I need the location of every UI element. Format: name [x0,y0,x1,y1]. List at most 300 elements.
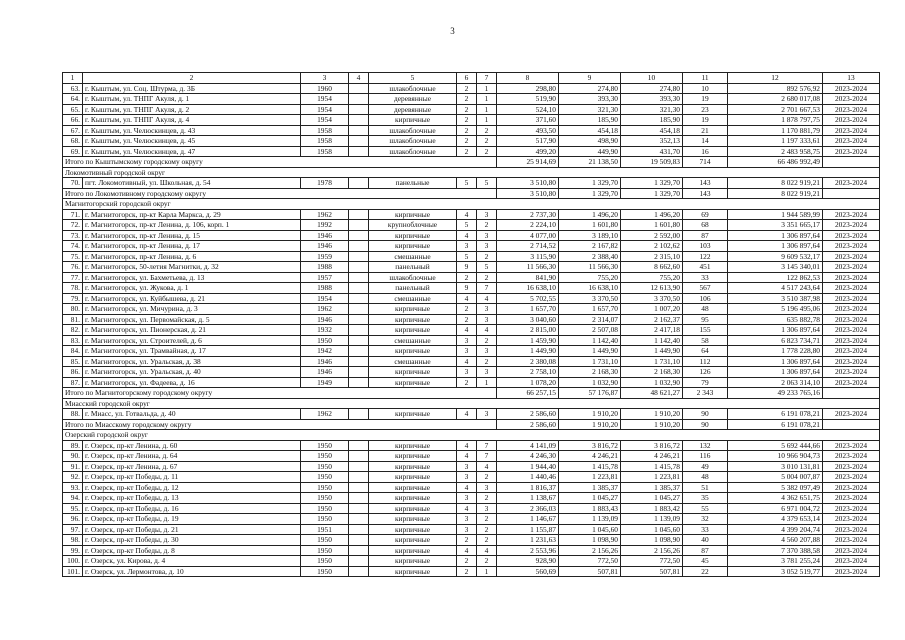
table-cell: 2023-2024 [823,346,880,357]
table-row [63,440,880,451]
table-cell: 2 [457,146,477,157]
table-cell: 98. [63,535,83,546]
section-row [63,398,880,409]
table-cell [349,136,369,147]
table-cell: деревянные [369,94,457,105]
table-cell: 155 [683,325,728,336]
table-cell: 2 [457,377,477,388]
table-cell: 88. [63,409,83,420]
section-title: Магнитогорский городской округ [63,199,880,210]
table-cell: 5 [457,220,477,231]
table-cell: 90 [683,409,728,420]
table-cell: 87 [683,230,728,241]
table-cell: панельные [369,178,457,189]
table-cell: 1 449,90 [559,346,621,357]
table-cell: 126 [683,367,728,378]
table-cell: 89. [63,440,83,451]
table-cell: шлакоблочные [369,83,457,94]
table-cell: 5 004 007,87 [728,472,823,483]
table-cell: 2 314,07 [559,314,621,325]
table-cell: 45 [683,556,728,567]
table-cell: 2 [477,146,497,157]
table-row [63,451,880,462]
table-cell: 3 [457,335,477,346]
table-cell: 449,90 [559,146,621,157]
table-cell: 10 [683,83,728,94]
table-row [63,125,880,136]
table-cell: 2023-2024 [823,409,880,420]
table-cell: 2 586,60 [497,419,559,430]
table-cell [349,545,369,556]
table-row [63,220,880,231]
table-cell: 1 [477,104,497,115]
column-number: 1 [63,73,83,84]
table-cell: 1 197 333,61 [728,136,823,147]
table-cell: 2 380,08 [497,356,559,367]
table-cell: 2023-2024 [823,472,880,483]
table-cell: 1 [477,115,497,126]
table-cell: 1 440,46 [497,472,559,483]
table-cell: 1 731,10 [621,356,683,367]
table-cell: кирпичные [369,440,457,451]
total-label: Итого по Кыштымскому городскому округу [63,157,497,168]
column-number: 10 [621,73,683,84]
table-cell: 493,50 [497,125,559,136]
table-cell: 3 040,60 [497,314,559,325]
table-cell: 3 [457,493,477,504]
table-cell: 3 [477,367,497,378]
table-cell: 2023-2024 [823,104,880,115]
table-cell: 8 662,60 [621,262,683,273]
table-cell: 4 [457,356,477,367]
table-cell: 1946 [301,367,349,378]
table-row [63,115,880,126]
table-cell: 1 306 897,64 [728,367,823,378]
table-row [63,482,880,493]
table-cell: 1 139,09 [621,514,683,525]
table-cell: 8 022 919,21 [728,188,823,199]
table-cell: смешанные [369,356,457,367]
table-cell: 5 692 444,66 [728,440,823,451]
table-row [63,230,880,241]
table-cell: 2 168,30 [559,367,621,378]
table-cell: кирпичные [369,482,457,493]
table-cell [349,230,369,241]
table-cell: 85. [63,356,83,367]
table-cell: 2 063 314,10 [728,377,823,388]
table-row [63,377,880,388]
table-cell: 2 [457,535,477,546]
table-cell [349,346,369,357]
table-row [63,272,880,283]
table-cell: 3 370,50 [559,293,621,304]
table-cell [349,94,369,105]
table-row [63,325,880,336]
table-cell: 2 [457,83,477,94]
table-row [63,493,880,504]
table-cell: 1 045,27 [559,493,621,504]
table-cell: 4 [457,409,477,420]
table-cell: 3 510 387,98 [728,293,823,304]
table-cell: 3 816,72 [621,440,683,451]
table-cell: 2023-2024 [823,94,880,105]
table-cell: 1 170 881,79 [728,125,823,136]
table-cell: 3 [457,524,477,535]
table-cell: 3 189,10 [559,230,621,241]
table-cell: 1 778 228,80 [728,346,823,357]
table-cell: 5 382 097,49 [728,482,823,493]
table-cell [823,188,880,199]
table-row [63,409,880,420]
table-cell: 2023-2024 [823,251,880,262]
table-cell: 1950 [301,335,349,346]
table-cell: 1958 [301,146,349,157]
table-cell: 3 [457,514,477,525]
table-cell: 1 816,37 [497,482,559,493]
table-row [63,178,880,189]
total-row [63,157,880,168]
table-cell [349,146,369,157]
table-cell: 63. [63,83,83,94]
table-cell: 560,69 [497,566,559,577]
table-cell: 499,20 [497,146,559,157]
table-cell: 2023-2024 [823,356,880,367]
table-cell: 4 246,21 [621,451,683,462]
table-cell [349,482,369,493]
table-cell: смешанные [369,251,457,262]
table-cell: 1946 [301,314,349,325]
table-cell: 65. [63,104,83,115]
table-cell: кирпичные [369,451,457,462]
column-number: 7 [477,73,497,84]
column-number: 9 [559,73,621,84]
table-cell: 10 966 904,73 [728,451,823,462]
table-cell: 519,90 [497,94,559,105]
table-cell: 77. [63,272,83,283]
table-cell: 2 [457,94,477,105]
table-cell: 1 415,78 [559,461,621,472]
table-cell: 3 781 255,24 [728,556,823,567]
table-cell: 393,30 [621,94,683,105]
table-cell: 1 306 897,64 [728,230,823,241]
table-cell: 87. [63,377,83,388]
table-cell: 1942 [301,346,349,357]
table-cell: 2023-2024 [823,493,880,504]
table-cell: кирпичные [369,566,457,577]
table-cell: 5 702,55 [497,293,559,304]
table-cell: 2 162,37 [621,314,683,325]
table-cell: 81. [63,314,83,325]
table-cell: 112 [683,356,728,367]
table-cell: 1 155,87 [497,524,559,535]
table-cell: 64 [683,346,728,357]
table-cell: 1959 [301,251,349,262]
table-cell: 3 [477,314,497,325]
table-cell: 1 007,20 [621,304,683,315]
table-cell: 4 246,21 [559,451,621,462]
table-cell: 57 176,87 [559,388,621,399]
column-number: 2 [83,73,301,84]
table-cell: 16 [683,146,728,157]
table-cell: 1 657,70 [497,304,559,315]
table-cell: 2 [477,220,497,231]
table-cell: 2 [457,104,477,115]
table-cell: 3 [457,241,477,252]
table-cell: 1946 [301,356,349,367]
table-cell: 3 370,50 [621,293,683,304]
table-cell [823,157,880,168]
table-cell: 1962 [301,409,349,420]
table-cell: 79 [683,377,728,388]
table-cell [823,388,880,399]
table-cell: г. Магнитогорск, ул. Куйбышева, д. 21 [83,293,301,304]
table-cell: г. Озерск, пр-кт Победы, д. 19 [83,514,301,525]
table-cell: 19 [683,115,728,126]
table-cell: 524,10 [497,104,559,115]
table-cell: 2023-2024 [823,115,880,126]
table-cell: 1950 [301,503,349,514]
table-cell: 352,13 [621,136,683,147]
table-cell [349,178,369,189]
table-cell: 454,18 [559,125,621,136]
table-cell: 25 914,69 [497,157,559,168]
section-row [63,430,880,441]
table-cell: 1946 [301,230,349,241]
table-row [63,503,880,514]
table-cell: г. Магнитогорск, пр-кт Ленина, д. 17 [83,241,301,252]
table-cell: 2 388,40 [559,251,621,262]
table-cell: 5 [477,262,497,273]
table-cell: 1978 [301,178,349,189]
table-cell: 55 [683,503,728,514]
table-cell: 3 351 665,17 [728,220,823,231]
table-cell: 431,70 [621,146,683,157]
table-row [63,566,880,577]
table-cell [349,367,369,378]
table-cell: 1 449,90 [621,346,683,357]
table-cell: 132 [683,440,728,451]
table-cell: г. Озерск, пр-кт Победы, д. 12 [83,482,301,493]
table-cell: г. Озерск, пр-кт Победы, д. 21 [83,524,301,535]
table-cell: 8 022 919,21 [728,178,823,189]
table-cell: 1950 [301,556,349,567]
table-cell: г. Озерск, пр-кт Победы, д. 13 [83,493,301,504]
table-cell: кирпичные [369,503,457,514]
table-cell: 79. [63,293,83,304]
table-row [63,545,880,556]
table-cell: 2 483 958,75 [728,146,823,157]
table-cell: 1 910,20 [621,409,683,420]
table-row [63,83,880,94]
table-cell: 2023-2024 [823,262,880,273]
table-cell: 1954 [301,94,349,105]
table-cell: 2 102,62 [621,241,683,252]
column-number: 6 [457,73,477,84]
table-cell: 3 [477,503,497,514]
table-cell: кирпичные [369,461,457,472]
table-cell: 2 815,00 [497,325,559,336]
table-cell: 1950 [301,461,349,472]
total-label: Итого по Миасскому городскому округу [63,419,497,430]
table-cell: 274,80 [559,83,621,94]
table-cell: 1950 [301,482,349,493]
table-cell: 90 [683,419,728,430]
table-cell: 1992 [301,220,349,231]
table-cell [349,251,369,262]
table-cell: 3 010 131,81 [728,461,823,472]
table-cell: 6 823 734,71 [728,335,823,346]
table-cell: 106 [683,293,728,304]
table-cell: 4 [477,545,497,556]
table-cell [349,272,369,283]
table-cell: 2 586,60 [497,409,559,420]
table-cell [349,83,369,94]
table-cell: г. Магнитогорск, ул. Уральская, д. 40 [83,367,301,378]
table-cell: 2 [457,566,477,577]
table-cell: 2023-2024 [823,125,880,136]
table-cell: 1 910,20 [559,409,621,420]
table-cell: 2023-2024 [823,556,880,567]
table-cell [349,461,369,472]
table-cell: 1962 [301,304,349,315]
table-cell: 755,20 [621,272,683,283]
table-cell: 2 [477,535,497,546]
table-cell: г. Магнитогорск, ул. Мичурина, д. 3 [83,304,301,315]
table-cell: кирпичные [369,325,457,336]
table-cell: г. Озерск, ул. Лермонтова, д. 10 [83,566,301,577]
table-cell [349,356,369,367]
table-cell: 2 [457,125,477,136]
table-cell: г. Кыштым, ул. Челюскинцев, д. 47 [83,146,301,157]
table-cell: 116 [683,451,728,462]
table-cell: 1 223,81 [621,472,683,483]
table-row [63,461,880,472]
table-cell: 1 098,90 [621,535,683,546]
table-cell: г. Озерск, пр-кт Победы, д. 11 [83,472,301,483]
table-cell: 2023-2024 [823,545,880,556]
table-cell: 3 [457,461,477,472]
table-cell: 96. [63,514,83,525]
section-row [63,167,880,178]
column-number: 12 [728,73,823,84]
table-cell: 4 [457,451,477,462]
table-row [63,283,880,294]
table-cell [349,493,369,504]
table-cell: г. Магнитогорск, ул. Первомайская, д. 5 [83,314,301,325]
table-cell: 4 362 651,75 [728,493,823,504]
table-cell: кирпичные [369,241,457,252]
table-cell: 4 [457,545,477,556]
column-number: 11 [683,73,728,84]
table-cell: 66 257,15 [497,388,559,399]
table-cell: 1 731,10 [559,356,621,367]
table-cell: 4 077,00 [497,230,559,241]
table-cell: 1 098,90 [559,535,621,546]
column-number: 5 [369,73,457,84]
table-cell: 2 366,03 [497,503,559,514]
table-cell [349,566,369,577]
table-cell [823,419,880,430]
table-cell: 4 379 653,14 [728,514,823,525]
table-cell: 2 [477,514,497,525]
table-cell: 1 306 897,64 [728,241,823,252]
table-row [63,335,880,346]
table-cell: 2023-2024 [823,377,880,388]
table-cell: 1 045,60 [621,524,683,535]
table-cell: 2 156,26 [559,545,621,556]
table-cell: 2 758,10 [497,367,559,378]
table-cell: 2 315,10 [621,251,683,262]
table-cell: 64. [63,94,83,105]
table-cell: 9 [457,283,477,294]
table-cell: 2023-2024 [823,241,880,252]
column-number: 13 [823,73,880,84]
table-cell: смешанные [369,293,457,304]
table-cell [349,377,369,388]
table-cell: 2 [477,335,497,346]
table-cell: 1 944 589,99 [728,209,823,220]
table-cell: 67. [63,125,83,136]
table-cell: 2023-2024 [823,178,880,189]
total-label: Итого по Магнитогорскому городскому округу [63,388,497,399]
table-cell: 2023-2024 [823,503,880,514]
table-cell: 1 385,37 [621,482,683,493]
table-cell: 185,90 [621,115,683,126]
table-cell [349,104,369,115]
table-cell: 4 [457,209,477,220]
table-cell: 2 [457,272,477,283]
table-cell: кирпичные [369,556,457,567]
table-cell: 772,50 [621,556,683,567]
table-cell: 3 [477,209,497,220]
table-cell: 371,60 [497,115,559,126]
table-cell: кирпичные [369,115,457,126]
table-cell: 2 156,26 [621,545,683,556]
table-cell: шлакоблочные [369,272,457,283]
table-cell: 11 566,30 [559,262,621,273]
table-cell: 122 862,53 [728,272,823,283]
table-cell: 2023-2024 [823,83,880,94]
table-row [63,146,880,157]
table-cell: г. Магнитогорск, ул. Строителей, д. 6 [83,335,301,346]
table-cell: панельный [369,262,457,273]
table-cell: 33 [683,272,728,283]
table-cell [349,325,369,336]
table-cell: крупноблочные [369,220,457,231]
table-cell: 95 [683,314,728,325]
table-cell: 35 [683,493,728,504]
table-cell: 1 496,20 [559,209,621,220]
table-cell: 2023-2024 [823,440,880,451]
table-cell [349,241,369,252]
table-cell: 4 141,09 [497,440,559,451]
table-cell: г. Магнитогорск, ул. Уральская, д. 38 [83,356,301,367]
table-cell: 1 329,70 [559,188,621,199]
table-cell: 1951 [301,524,349,535]
table-cell: 1950 [301,545,349,556]
table-cell: 3 145 340,01 [728,262,823,273]
table-cell: 841,90 [497,272,559,283]
table-cell: 1 883,42 [621,503,683,514]
table-cell: 2023-2024 [823,514,880,525]
table-cell: 1 910,20 [621,419,683,430]
table-cell: 12 613,90 [621,283,683,294]
table-cell: 2023-2024 [823,451,880,462]
table-cell: 1988 [301,283,349,294]
table-cell: г. Магнитогорск, пр-кт Ленина, д. 106, корп. 1 [83,220,301,231]
table-cell: 83. [63,335,83,346]
column-number: 3 [301,73,349,84]
